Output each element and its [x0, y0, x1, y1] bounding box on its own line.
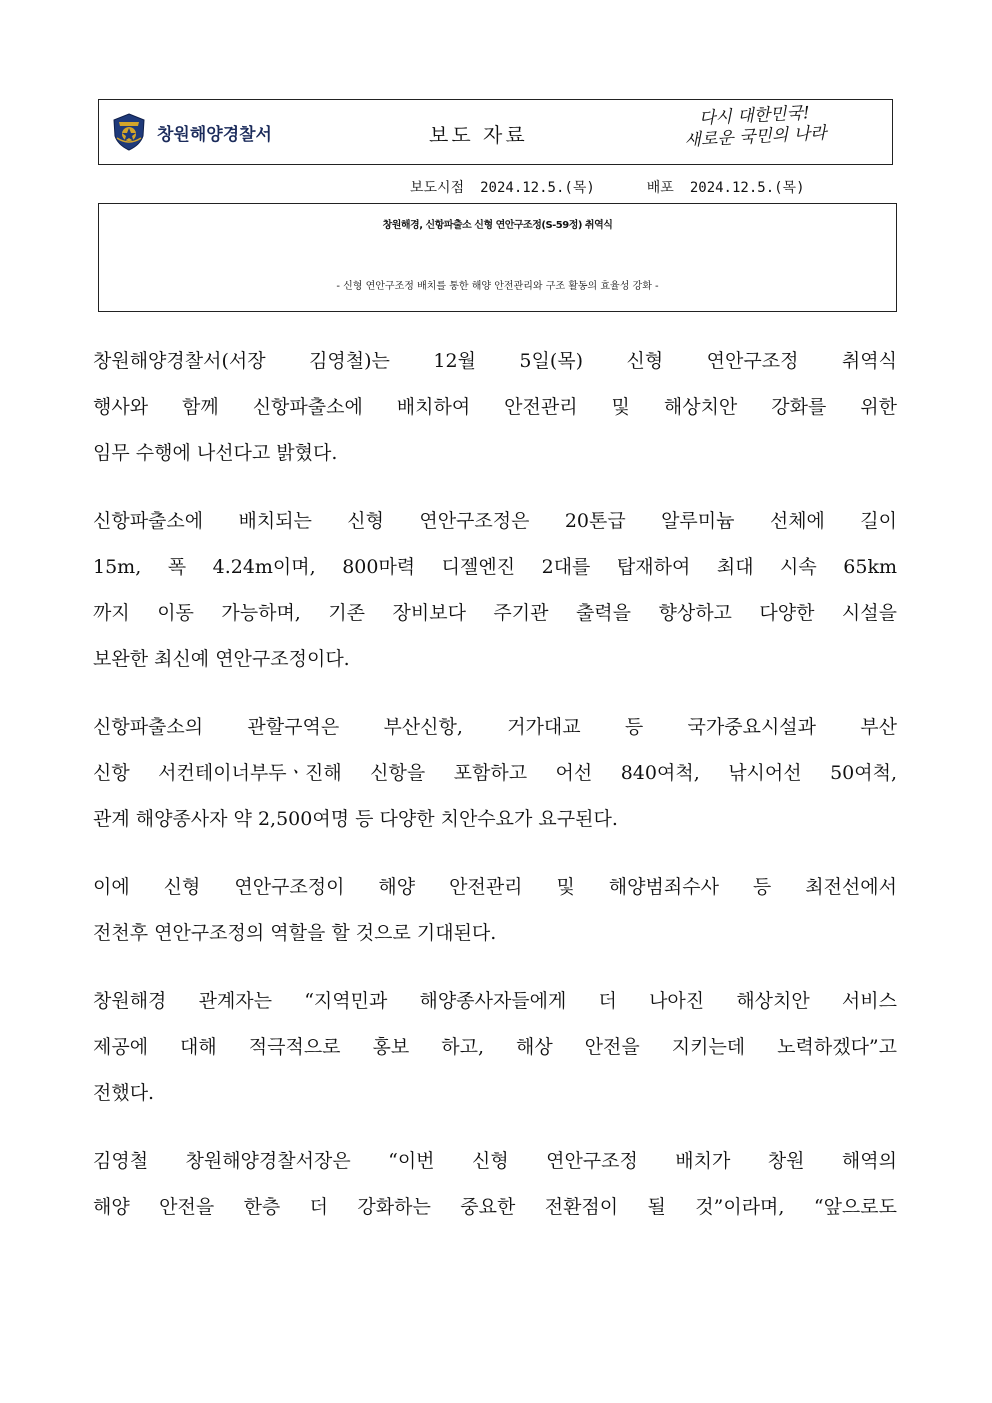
paragraph-line: 보완한 최신예 연안구조정이다. [93, 648, 350, 670]
slogan-line-1: 다시 대한민국! [698, 103, 811, 129]
paragraph-6 [93, 1138, 897, 1230]
paragraph-4 [93, 864, 897, 956]
report-time-label: 보도시점 [410, 180, 465, 196]
page-title: 창원해경, 신항파출소 신형 연안구조정(S-59정) 취역식 [382, 220, 613, 231]
org-logo [109, 112, 272, 152]
paragraph-line: 창원해양경찰서(서장 김영철)는 12월 5일(목) 신형 연안구조정 취역식 [93, 350, 897, 372]
paragraph-line: 김영철 창원해양경찰서장은 “이번 신형 연안구조정 배치가 창원 해역의 [93, 1150, 897, 1172]
paragraph-line: 임무 수행에 나선다고 밝혔다. [93, 442, 338, 464]
distribution-label: 배포 [646, 180, 674, 196]
slogan-line-2: 새로운 국민의 나라 [684, 123, 828, 151]
dates-row [410, 177, 805, 197]
article-body [93, 338, 897, 1252]
paragraph-3 [93, 704, 897, 842]
distribution-value: 2024.12.5.(목) [689, 180, 805, 196]
page-subtitle: - 신형 연안구조정 배치를 통한 해양 안전관리와 구조 활동의 효율성 강화 - [336, 281, 659, 292]
paragraph-line: 행사와 함께 신항파출소에 배치하여 안전관리 및 해상치안 강화를 위한 [93, 396, 897, 418]
coast-guard-emblem-icon [109, 112, 149, 152]
org-name: 창원해양경찰서 [157, 124, 272, 145]
paragraph-line: 제공에 대해 적극적으로 홍보 하고, 해상 안전을 지키는데 노력하겠다”고 [93, 1036, 897, 1058]
paragraph-1 [93, 338, 897, 476]
paragraph-line: 전했다. [93, 1082, 155, 1104]
paragraph-line: 해양 안전을 한층 더 강화하는 중요한 전환점이 될 것”이라며, “앞으로도 [93, 1196, 897, 1218]
paragraph-line: 15m, 폭 4.24m이며, 800마력 디젤엔진 2대를 탑재하여 최대 시속 65km [93, 556, 897, 578]
doc-type-label: 보도 자료 [429, 123, 528, 147]
report-time-value: 2024.12.5.(목) [480, 180, 595, 196]
paragraph-line: 이에 신형 연안구조정이 해양 안전관리 및 해양범죄수사 등 최전선에서 [93, 876, 897, 898]
paragraph-5 [93, 978, 897, 1116]
header-box [98, 99, 893, 165]
paragraph-line: 신항파출소에 배치되는 신형 연안구조정은 20톤급 알루미늄 선체에 길이 [93, 510, 897, 532]
paragraph-line: 창원해경 관계자는 “지역민과 해양종사자들에게 더 나아진 해상치안 서비스 [93, 990, 897, 1012]
paragraph-line: 전천후 연안구조정의 역할을 할 것으로 기대된다. [93, 922, 497, 944]
paragraph-line: 신항 서컨테이너부두ㆍ진해 신항을 포함하고 어선 840여척, 낚시어선 50여척, [93, 762, 897, 784]
paragraph-2 [93, 498, 897, 682]
paragraph-line: 관계 해양종사자 약 2,500여명 등 다양한 치안수요가 요구된다. [93, 808, 618, 830]
paragraph-line: 신항파출소의 관할구역은 부산신항, 거가대교 등 국가중요시설과 부산 [93, 716, 897, 738]
title-box [98, 203, 897, 312]
paragraph-line: 까지 이동 가능하며, 기존 장비보다 주기관 출력을 향상하고 다양한 시설을 [93, 602, 897, 624]
slogan [649, 101, 861, 154]
